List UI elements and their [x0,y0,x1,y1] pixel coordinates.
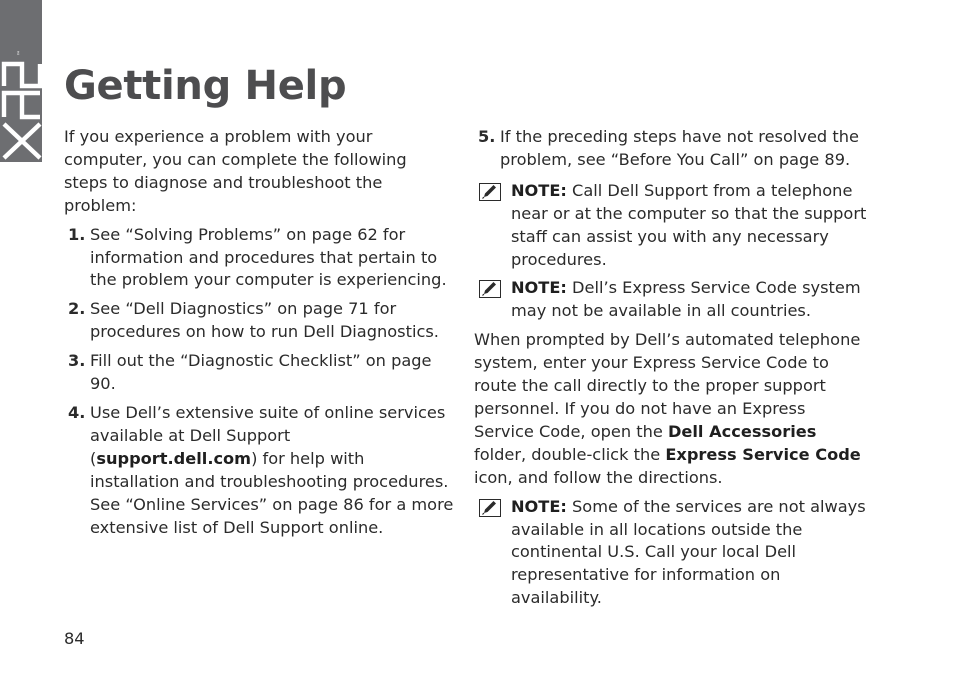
list-item [64,298,454,344]
step-text-post: ) for help with installation and troubleshooting procedures. See “Online Services” on page 86 for a more extensive list of Dell Support online. [90,448,454,537]
step-number: 3. [68,351,86,371]
note-callout [474,496,869,611]
step-number: 2. [68,299,86,319]
note-text: Call Dell Support from a telephone near or at the computer so that the support staff can assist you with any necessary procedures. [511,180,867,269]
list-item [64,350,454,396]
xps-brand-tab [0,0,42,162]
note-text: Some of the services are not always available in all locations outside the continental U.S. Call your local Dell representative for information on availability. [511,496,866,608]
step-text: See “Solving Problems” on page 62 for information and procedures that pertain to the problem your computer is experiencing. [90,224,447,290]
dell-accessories-label: Dell Accessories [667,421,817,441]
page-number: 84 [64,629,85,648]
note-callout [474,277,869,323]
pencil-note-icon [479,499,501,517]
left-column [64,126,454,545]
list-item [64,402,454,539]
step-text: Fill out the “Diagnostic Checklist” on page 90. [90,351,432,394]
step-number: 1. [68,224,86,244]
intro-paragraph: If you experience a problem with your computer, you can complete the following steps to diagnose and troubleshoot the problem: [64,127,407,215]
note-text: Dell’s Express Service Code system may not be available in all countries. [511,278,861,321]
xps-logo-icon [0,0,42,162]
list-item [474,126,869,172]
page-title: Getting Help [64,63,347,109]
svg-text:™: ™ [17,50,24,56]
step-number: 4. [68,402,86,422]
step-number: 5. [478,127,496,146]
express-text: folder, double-click the [474,444,666,464]
express-service-code-label: Express Service Code [665,444,861,464]
express-text: icon, and follow the directions. [474,467,723,487]
note-label: NOTE: [511,496,567,516]
right-column [474,126,869,616]
express-service-paragraph [474,329,869,489]
step-text-pre: Use Dell’s extensive suite of online services available at Dell Support ( [90,402,446,468]
support-link[interactable]: support.dell.com [96,448,252,468]
note-callout [474,180,869,272]
note-label: NOTE: [511,278,567,298]
steps-list [64,224,454,540]
note-label: NOTE: [511,180,567,200]
pencil-note-icon [479,280,501,298]
step-text: See “Dell Diagnostics” on page 71 for procedures on how to run Dell Diagnostics. [90,299,439,342]
pencil-note-icon [479,183,501,201]
express-text: When prompted by Dell’s automated telephone system, enter your Express Service Code to route the call directly to the proper support personnel. If you do not have an Express Service Code, open the [474,330,861,441]
step-text: If the preceding steps have not resolved the problem, see “Before You Call” on page 89. [500,127,859,169]
list-item [64,224,454,293]
